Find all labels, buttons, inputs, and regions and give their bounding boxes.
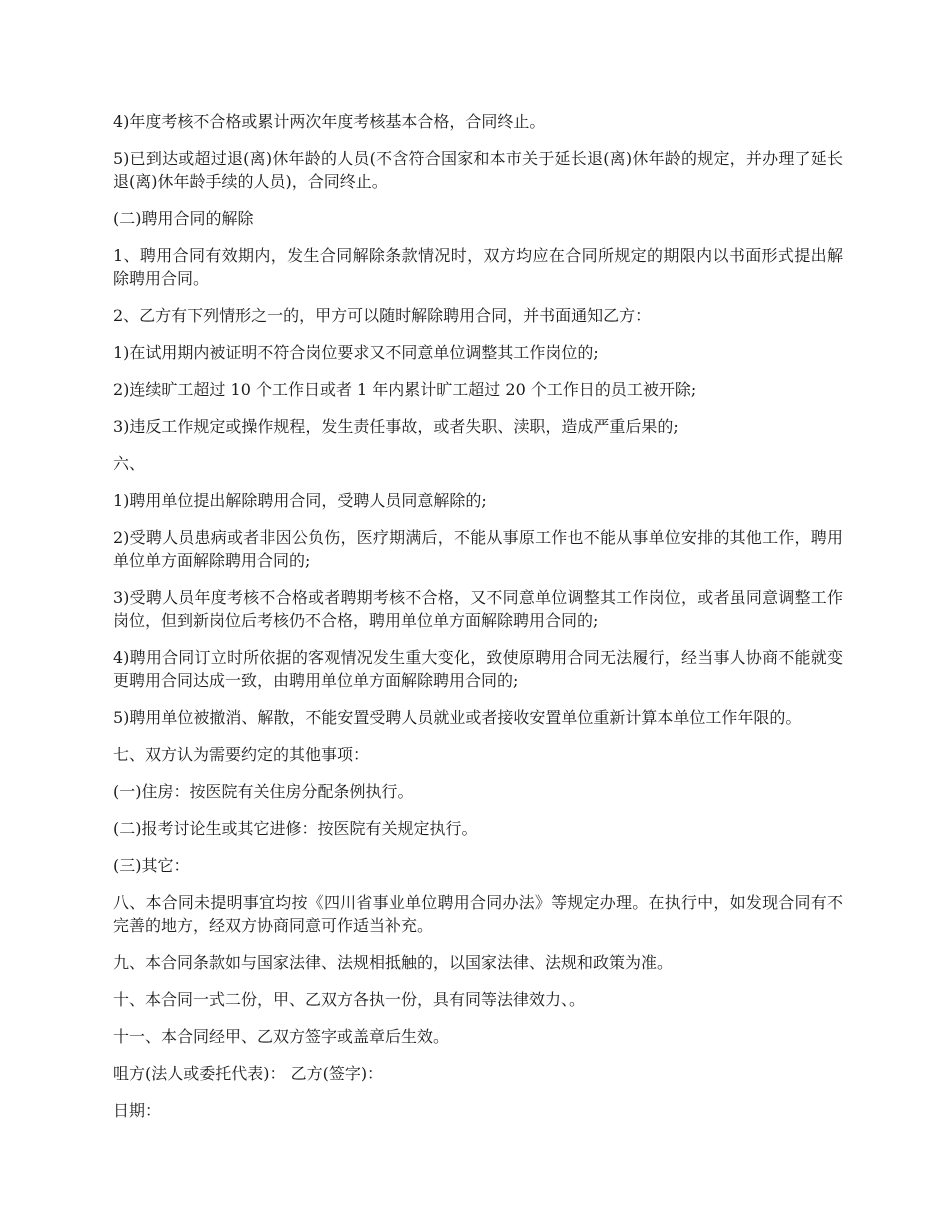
list-item-mutual-agreement: 1)聘用单位提出解除聘用合同，受聘人员同意解除的; (113, 491, 487, 510)
document-body (113, 110, 843, 1136)
section-heading-other-matters: 七、双方认为需要约定的其他事项： (113, 745, 370, 764)
list-item-further-study: (二)报考讨论生或其它进修：按医院有关规定执行。 (113, 819, 478, 838)
list-item-dissolution: 5)聘用单位被撤消、解散，不能安置受聘人员就业或者接收安置单位重新计算本单位工作年限的。 (113, 708, 802, 727)
list-item-other: (三)其它： (113, 856, 190, 875)
list-item-probation: 1)在试用期内被证明不符合岗位要求又不同意单位调整其工作岗位的; (113, 343, 599, 362)
list-item-housing: (一)住房：按医院有关住房分配条例执行。 (113, 782, 414, 801)
section-heading-contract-termination: (二)聘用合同的解除 (113, 209, 254, 228)
paragraph-termination-clause-2: 2、乙方有下列情形之一的，甲方可以随时解除聘用合同，并书面通知乙方： (113, 306, 652, 325)
date-line: 日期： (113, 1101, 162, 1120)
paragraph-annual-assessment: 4)年度考核不合格或累计两次年度考核基本合格，合同终止。 (113, 112, 546, 131)
section-eight-unspecified-matters: 八、本合同未提明事宜均按《四川省事业单位聘用合同办法》等规定办理。在执行中，如发现合同有不完善的地方，经双方协商同意可作适当补充。 (113, 893, 843, 935)
signature-line: 咀方(法人或委托代表)： 乙方(签字)： (113, 1064, 384, 1083)
section-eleven-effective: 十一、本合同经甲、乙双方签字或盖章后生效。 (113, 1027, 450, 1046)
list-item-assessment-failure: 3)受聘人员年度考核不合格或者聘期考核不合格，又不同意单位调整其工作岗位，或者虽同意调整工作岗位，但到新岗位后考核仍不合格，聘用单位单方面解除聘用合同的; (113, 588, 843, 630)
list-item-circumstance-change: 4)聘用合同订立时所依据的客观情况发生重大变化，致使原聘用合同无法履行，经当事人协商不能就变更聘用合同达成一致，由聘用单位单方面解除聘用合同的; (113, 648, 843, 690)
list-item-illness: 2)受聘人员患病或者非因公负伤，医疗期满后，不能从事原工作也不能从事单位安排的其他工作，聘用单位单方面解除聘用合同的; (113, 528, 843, 570)
paragraph-retirement-age: 5)已到达或超过退(离)休年龄的人员(不含符合国家和本市关于延长退(离)休年龄的规定，并办理了延长退(离)休年龄手续的人员)，合同终止。 (113, 149, 843, 191)
list-item-absenteeism: 2)连续旷工超过 10 个工作日或者 1 年内累计旷工超过 20 个工作日的员工被开除; (113, 380, 697, 399)
section-ten-copies: 十、本合同一式二份，甲、乙双方各执一份，具有同等法律效力、。 (113, 990, 586, 1009)
paragraph-termination-clause-1: 1、聘用合同有效期内，发生合同解除条款情况时，双方均应在合同所规定的期限内以书面形式提出解除聘用合同。 (113, 246, 843, 288)
section-heading-six: 六、 (113, 454, 146, 473)
section-nine-legal-conflict: 九、本合同条款如与国家法律、法规相抵触的，以国家法律、法规和政策为准。 (113, 953, 674, 972)
list-item-violation: 3)违反工作规定或操作规程，发生责任事故，或者失职、渎职，造成严重后果的; (113, 417, 679, 436)
